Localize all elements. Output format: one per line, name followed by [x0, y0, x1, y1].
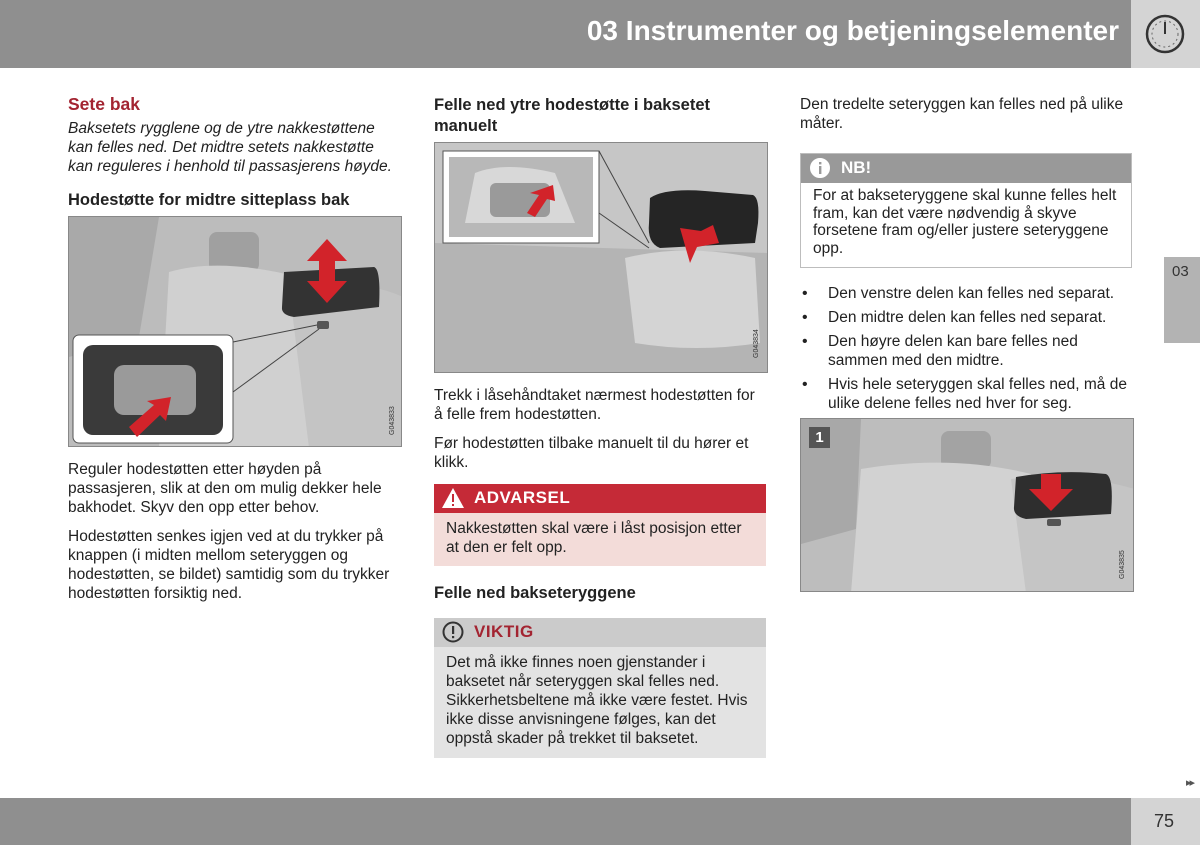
list-item: • Hvis hele seteryggen skal felles ned, må de ulike delene felles ned hver for seg. [800, 375, 1132, 413]
warning-text: Nakkestøtten skal være i låst posisjon etter at den er felt opp. [446, 520, 742, 556]
paragraph: Trekk i låsehåndtaket nærmest hodestøtten for å felle frem hodestøtten. [434, 387, 755, 423]
important-header [434, 618, 766, 647]
page-header [0, 0, 1131, 68]
list-item: • Den midtre delen kan felles ned separat. [800, 308, 1132, 327]
chapter-title: 03 Instrumenter og betjeningselementer [586, 15, 1119, 46]
paragraph: Før hodestøtten tilbake manuelt til du hører et klikk. [434, 435, 749, 471]
headrest-outer-figure [434, 142, 768, 373]
subsection-heading: Felle ned ytre hodestøtte i baksetet manuelt [434, 96, 710, 135]
rear-seat-fold-illustration [801, 419, 1134, 592]
warning-triangle-icon [441, 487, 465, 509]
exclamation-circle-icon [441, 621, 465, 643]
paragraph: Den tredelte seteryggen kan felles ned på ulike måter. [800, 96, 1124, 132]
continue-arrows-icon[interactable]: ▸▸ [1186, 777, 1194, 789]
warning-box [434, 484, 766, 566]
info-icon [808, 157, 832, 179]
section-intro: Baksetets rygglene og de ytre nakkestøttene kan felles ned. Det midtre setets nakkestøtte kan reguleres i henhold til passasjerens høyde. [68, 120, 392, 175]
column-middle [434, 95, 766, 758]
gauge-icon [1144, 13, 1186, 55]
warning-header [434, 484, 766, 513]
subsection-heading: Felle ned bakseteryggene [434, 584, 636, 602]
note-header [801, 154, 1131, 183]
note-title: NB! [841, 158, 872, 177]
list-item: • Den venstre delen kan felles ned separat. [800, 284, 1132, 303]
chapter-tab-label: 03 [1172, 263, 1189, 280]
subsection-heading: Hodestøtte for midtre sitteplass bak [68, 191, 350, 209]
paragraph: Hodestøtten senkes igjen ved at du trykker på knappen (i midten mellom seteryggen og hodestøtten, se bildet) samtidig som du trykker hodestøtten forsiktig ned. [68, 528, 390, 602]
column-left [68, 95, 402, 613]
list-item: • Den høyre delen kan bare felles ned sammen med den midtre. [800, 332, 1132, 370]
figure-code: G043835 [1119, 550, 1126, 579]
paragraph: Reguler hodestøtten etter høyden på passasjeren, slik at den om mulig dekker hele bakhodet. Skyv den opp etter behov. [68, 461, 382, 516]
note-box [800, 153, 1132, 268]
warning-title: ADVARSEL [474, 488, 571, 507]
headrest-middle-figure [68, 216, 402, 447]
important-text: Det må ikke finnes noen gjenstander i baksetet når seteryggen skal felles ned. Sikkerhetsbeltene må ikke være festet. Hvis ikke disse anvisningene følges, kan det oppstå skader på trekket til baksetet. [446, 654, 748, 747]
figure-step-badge: 1 [809, 427, 830, 448]
page-footer [0, 798, 1131, 845]
figure-code: G043834 [753, 329, 760, 358]
seatback-fold-figure [800, 418, 1134, 592]
important-title: VIKTIG [474, 622, 534, 641]
column-right [800, 95, 1132, 592]
important-box [434, 618, 766, 758]
note-text: For at bakseteryggene skal kunne felles helt fram, kan det være nødvendig å skyve forsetene fram og/eller justere seteryggene opp. [813, 187, 1117, 257]
bullet-list [800, 284, 1132, 413]
page-number: 75 [1154, 811, 1175, 831]
figure-code: G043833 [389, 406, 396, 435]
outer-headrest-illustration [435, 143, 768, 373]
rear-seat-illustration [69, 217, 402, 447]
section-heading: Sete bak [68, 94, 140, 114]
chapter-side-tab[interactable] [1164, 257, 1200, 343]
